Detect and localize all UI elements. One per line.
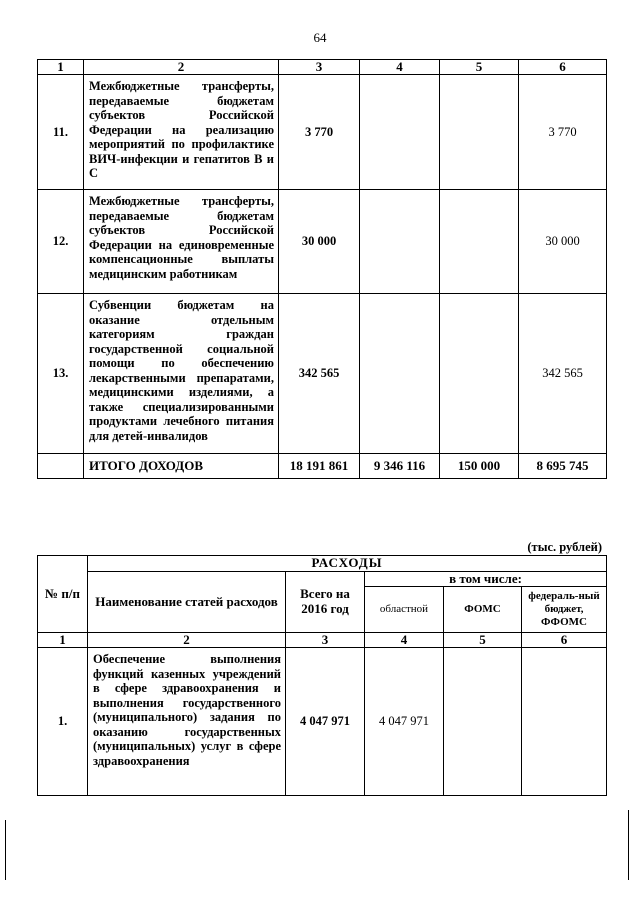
name-header: Наименование статей расходов bbox=[88, 571, 286, 633]
total-federal: 8 695 745 bbox=[519, 454, 607, 479]
row-federal: 3 770 bbox=[519, 75, 607, 190]
col-number: 5 bbox=[440, 60, 519, 75]
section-title: РАСХОДЫ bbox=[88, 556, 607, 572]
col-number: 5 bbox=[444, 633, 522, 648]
row-total: 342 565 bbox=[279, 294, 360, 454]
row-federal bbox=[522, 648, 607, 796]
row-total: 30 000 bbox=[279, 190, 360, 294]
row-foms bbox=[440, 294, 519, 454]
including-header: в том числе: bbox=[365, 571, 607, 587]
col-number: 3 bbox=[279, 60, 360, 75]
total-row bbox=[38, 454, 607, 479]
scan-edge-mark bbox=[5, 820, 6, 880]
foms-header: ФОМС bbox=[444, 587, 522, 633]
row-foms bbox=[440, 75, 519, 190]
scan-edge-mark bbox=[628, 810, 629, 880]
row-number: 1. bbox=[38, 648, 88, 796]
row-federal: 342 565 bbox=[519, 294, 607, 454]
header-row-1 bbox=[38, 571, 607, 587]
col-number: 1 bbox=[38, 60, 84, 75]
total-header: Всего на 2016 год bbox=[286, 571, 365, 633]
col-number: 4 bbox=[365, 633, 444, 648]
table-row bbox=[38, 648, 607, 796]
section-title-row bbox=[38, 556, 607, 572]
row-name: Межбюджетные трансферты, передаваемые бюджетам субъектов Российской Федерации на единовременные компенсационные выплаты медицинским работникам bbox=[84, 190, 279, 294]
col-number: 3 bbox=[286, 633, 365, 648]
row-number: 12. bbox=[38, 190, 84, 294]
column-number-row bbox=[38, 633, 607, 648]
col-number: 2 bbox=[84, 60, 279, 75]
row-name: Обеспечение выполнения функций казенных учреждений в сфере здравоохранения и выполнения государственного (муниципального) задания по оказанию государственных (муниципальных) услуг в сфере здравоохранения bbox=[88, 648, 286, 796]
total-sum: 18 191 861 bbox=[279, 454, 360, 479]
col-number: 4 bbox=[360, 60, 440, 75]
row-regional bbox=[360, 75, 440, 190]
row-total: 4 047 971 bbox=[286, 648, 365, 796]
col-number: 2 bbox=[88, 633, 286, 648]
row-federal: 30 000 bbox=[519, 190, 607, 294]
row-number: 13. bbox=[38, 294, 84, 454]
regional-header: областной bbox=[365, 587, 444, 633]
total-regional: 9 346 116 bbox=[360, 454, 440, 479]
unit-note: (тыс. рублей) bbox=[527, 540, 602, 554]
row-name: Субвенции бюджетам на оказание отдельным категориям граждан государственной социальной помощи по обеспечению лекарственными препаратами, медицинскими изделиями, а также специализированными продуктами лечебного питания для детей-инвалидов bbox=[84, 294, 279, 454]
table-row bbox=[38, 75, 607, 190]
page-number: 64 bbox=[313, 30, 327, 45]
total-label: ИТОГО ДОХОДОВ bbox=[84, 454, 279, 479]
row-foms bbox=[444, 648, 522, 796]
federal-header: федераль-ный бюджет, ФФОМС bbox=[522, 587, 607, 633]
expense-table bbox=[37, 555, 607, 796]
row-regional bbox=[360, 190, 440, 294]
table-row bbox=[38, 190, 607, 294]
row-name: Межбюджетные трансферты, передаваемые бюджетам субъектов Российской Федерации на реализацию мероприятий по профилактике ВИЧ-инфекции и гепатитов В и С bbox=[84, 75, 279, 190]
table-row bbox=[38, 294, 607, 454]
income-table bbox=[37, 59, 607, 479]
total-row-number bbox=[38, 454, 84, 479]
col-number: 6 bbox=[519, 60, 607, 75]
row-total: 3 770 bbox=[279, 75, 360, 190]
col-number: 6 bbox=[522, 633, 607, 648]
row-regional: 4 047 971 bbox=[365, 648, 444, 796]
total-foms: 150 000 bbox=[440, 454, 519, 479]
row-regional bbox=[360, 294, 440, 454]
num-header: № п/п bbox=[38, 556, 88, 633]
column-number-row bbox=[38, 60, 607, 75]
col-number: 1 bbox=[38, 633, 88, 648]
row-number: 11. bbox=[38, 75, 84, 190]
row-foms bbox=[440, 190, 519, 294]
